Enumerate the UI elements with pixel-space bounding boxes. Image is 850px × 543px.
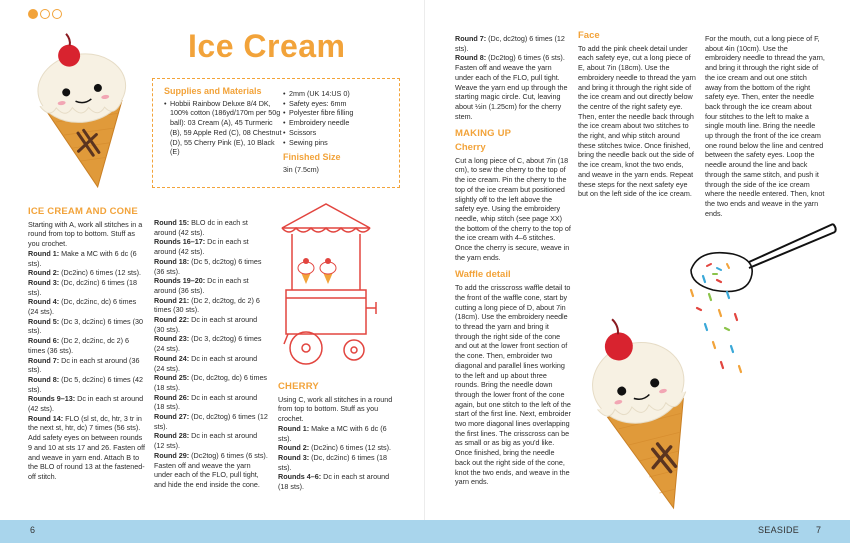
round-line: Round 29: (Dc2tog) 6 times (6 sts). Fasten off and weave the yarn under each of the FLO, pull tight, and hide the end inside the cone. <box>154 450 268 489</box>
making-up-column <box>455 34 571 487</box>
round-line: Round 8: (Dc 5, dc2inc) 6 times (42 sts). <box>28 374 144 394</box>
round-line: Round 23: (Dc 3, dc2tog) 6 times (24 sts). <box>154 334 262 354</box>
outro-text: Add safety eyes on between rounds 9 and 10 at sts 17 and 26. Fasten off and weave in yarn end. Attach B to the BLO of round 13 at the fastened-off stitch. <box>28 433 145 481</box>
round-line: Round 2: (Dc2inc) 6 times (12 sts). <box>278 443 392 453</box>
supplies-item: • Safety eyes: 6mm <box>283 99 395 109</box>
round-line: Round 2: (Dc2inc) 6 times (12 sts). <box>28 268 142 278</box>
face-subheading: Face <box>578 30 600 41</box>
ice-cream-photo-large <box>585 290 705 518</box>
intro-text: Starting with A, work all stitches in a round from top to bottom. Stuff as you crochet. <box>28 219 143 249</box>
round-line: Round 7: Dc in each st around (36 sts). <box>28 355 140 375</box>
supplies-item: • Sewing pins <box>283 138 395 148</box>
supplies-item: • Hobbii Rainbow Deluxe 8/4 DK, 100% cotton (186yd/170m per 50g ball): 03 Cream (A), 45 Turmeric (B), 59 Apple Red (C), 08 Chestnut (D), 55 Cherry Pink (E), 10 Black (E) <box>164 99 282 157</box>
round-line: Round 8: (Dc2tog) 6 times (6 sts). Fasten off and weave the yarn under each of the FLO, pull tight. Weave the yarn end up through the starting magic circle. Cut, leaving about ½in (1.25cm) for the cherry stem. <box>455 53 568 121</box>
round-line: Round 18: (Dc 5, dc2tog) 6 times (36 sts). <box>154 256 262 276</box>
supplies-item: • Polyester fibre filling <box>283 108 395 118</box>
rounds-continued-column <box>154 218 268 490</box>
finished-size-value: 3in (7.5cm) <box>283 164 319 174</box>
mouth-column <box>705 34 825 218</box>
making-up-heading: MAKING UP <box>455 128 512 140</box>
round-line: Rounds 19–20: Dc in each st around (36 sts). <box>154 276 249 295</box>
round-line: Round 4: (Dc, dc2inc, dc) 6 times (24 sts). <box>28 297 137 317</box>
supplies-column-1 <box>164 87 282 157</box>
round-line: Rounds 9–13: Dc in each st around (42 sts). <box>28 394 144 414</box>
mouth-instructions: For the mouth, cut a long piece of F, about 4in (10cm). Use the embroidery needle to thread the yarn, and bring it through the right side of the ice cream and out one stitch away from the bottom of the right safety eye. Then, enter the needle back through the ice cream about four stitches to the left to make a single mouth line. Bring the needle up through the front of the ice cream one round below the line and centred between the safety eyes. Loop the needle around the line and back through the same stitch, and push it through the side of the ice cream where the needle entered. Then, knot the two ends and weave in the yarn ends. <box>705 34 825 218</box>
supplies-box <box>152 78 400 188</box>
finished-size-title: Finished Size <box>283 152 341 163</box>
waffle-subheading: Waffle detail <box>455 269 511 281</box>
round-line: Round 22: Dc in each st around (30 sts). <box>154 315 258 334</box>
cherry-instructions: Cut a long piece of C, about 7in (18 cm), to sew the cherry to the top of the ice cream. Pin the cherry to the top of the ice cream but positioned slightly off to the left above the safety eye. Using the embroidery needle, whip stitch (see page XX) the bottom of the cherry to the top of the ice cream with 4–6 stitches. Once the cherry is secure, weave in the yarn ends. <box>455 155 571 262</box>
round-line: Round 3: (Dc, dc2inc) 6 times (18 sts). <box>28 277 138 297</box>
round-line: Round 14: FLO (sl st, dc, htr, 3 tr in the next st, htr, dc) 7 times (56 sts). <box>28 413 142 433</box>
right-page-number: 7 <box>816 525 822 535</box>
ice-cream-cone-heading: ICE CREAM AND CONE <box>28 206 138 217</box>
round-line: Rounds 4–6: Dc in each st around (18 sts). <box>278 472 390 492</box>
cherry-heading: CHERRY <box>278 381 319 392</box>
section-label: SEASIDE <box>758 525 800 535</box>
face-column <box>578 31 696 199</box>
ice-cream-cart-illustration <box>272 198 380 370</box>
round-line: Rounds 16–17: Dc in each st around (42 sts). <box>154 237 249 257</box>
round-line: Round 21: (Dc 2, dc2tog, dc 2) 6 times (30 sts). <box>154 295 260 315</box>
supplies-column-2 <box>283 89 395 175</box>
round-line: Round 1: Make a MC with 6 dc (6 sts). <box>278 423 387 443</box>
cherry-subheading: Cherry <box>455 142 486 154</box>
round-line: Round 25: (Dc, dc2tog, dc) 6 times (18 sts). <box>154 373 268 392</box>
supplies-item: • Scissors <box>283 128 395 138</box>
round-line: Round 15: BLO dc in each st around (42 sts). <box>154 218 248 237</box>
left-page-number: 6 <box>30 525 36 535</box>
round-line: Round 24: Dc in each st around (24 sts). <box>154 353 258 373</box>
supplies-item: • Embroidery needle <box>283 118 395 128</box>
round-line: Round 3: (Dc, dc2inc) 6 times (18 sts). <box>278 452 388 472</box>
right-page <box>425 0 850 543</box>
round-line: Round 6: (Dc 2, dc2inc, dc 2) 6 times (36 sts). <box>28 336 130 355</box>
page-title: Ice Cream <box>188 28 346 64</box>
round-line: Round 28: Dc in each st around (12 sts). <box>154 431 258 451</box>
waffle-instructions: To add the crisscross waffle detail to the front of the waffle cone, start by cutting a long piece of D, about 7in (18cm). Use the embroidery needle to thread the yarn and bring it through the right side of the cone and out at the lower front section of the cone. Then, embroider two diagonal and parallel lines working to the left and up about three rounds. Bring the needle down through the lower front of the cone again, but one stitch to the left of the start of the first line. Next, embroider two more diagonal lines overlapping the first lines. The crisscross can be as small or as big as you'd like. Once finished, bring the needle back out the right side of the cone, knot the two ends, and weave in the yarn ends. <box>455 283 571 487</box>
face-instructions: To add the pink cheek detail under each safety eye, cut a long piece of E, about 7in (18cm). Use the embroidery needle to thread the yarn and bring it through the right side of the ice cream and out directly below the centre of the right safety eye. Then, enter the needle back through the ice cream about two stitches to the right, and whip stitch around these stitches twice. Once finished, bring the needle back out the side of the ice cream, knot the two ends, and weave in the yarn ends. Repeat these steps for the next safety eye but on the left side of the ice cream. <box>578 43 696 199</box>
ice-cream-cone-column <box>28 205 148 482</box>
footer-band <box>0 520 850 543</box>
round-line: Round 26: Dc in each st around (18 sts). <box>154 392 258 412</box>
round-line: Round 1: Make a MC with 6 dc (6 sts). <box>28 248 137 268</box>
supplies-title: Supplies and Materials <box>164 86 262 96</box>
intro-text: Using C, work all stitches in a round from top to bottom. Stuff as you crochet. <box>278 394 393 424</box>
round-line: Round 5: (Dc 3, dc2inc) 6 times (30 sts). <box>28 316 144 336</box>
cherry-column <box>278 380 393 492</box>
ice-cream-photo <box>24 14 144 192</box>
supplies-item: • 2mm (UK 14:US 0) <box>283 89 395 99</box>
round-line: Round 7: (Dc, dc2tog) 6 times (12 sts). <box>455 34 565 53</box>
round-line: Round 27: (Dc, dc2tog) 6 times (12 sts). <box>154 412 268 431</box>
